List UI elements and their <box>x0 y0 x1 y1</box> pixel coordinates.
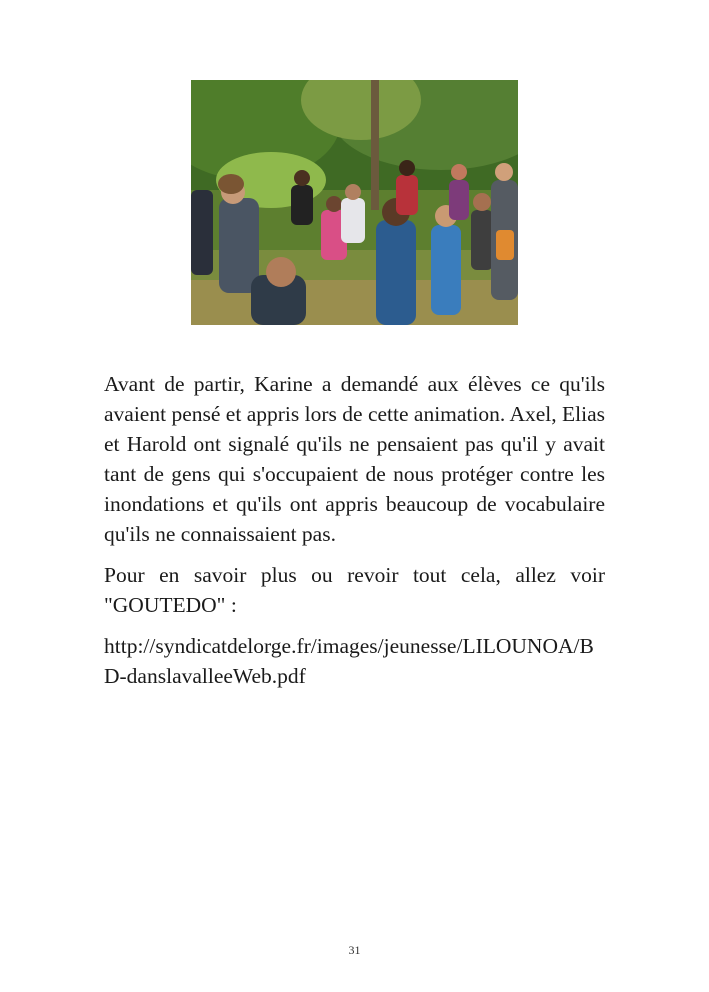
paragraph-conclusion: Avant de partir, Karine a demandé aux élèves ce qu'ils avaient pensé et appris lors de cette animation. Axel, Elias et Harold ont signalé qu'ils ne pensaient pas qu'il y avait tant de gens qui s'occupaient de nous protéger contre les inondations et qu'ils ont appris beaucoup de vocabulaire qu'ils ne connaissaient pas. <box>104 372 605 546</box>
group-photo <box>191 80 518 325</box>
photo-icon <box>191 80 518 325</box>
article-text <box>104 369 605 691</box>
paragraph-more-info: Pour en savoir plus ou revoir tout cela, allez voir "GOUTEDO" : <box>104 563 605 617</box>
goutedo-link[interactable]: http://syndicatdelorge.fr/images/jeunesse/LILOUNOA/BD-danslavalleeWeb.pdf <box>104 634 594 688</box>
page-number: 31 <box>348 943 361 957</box>
